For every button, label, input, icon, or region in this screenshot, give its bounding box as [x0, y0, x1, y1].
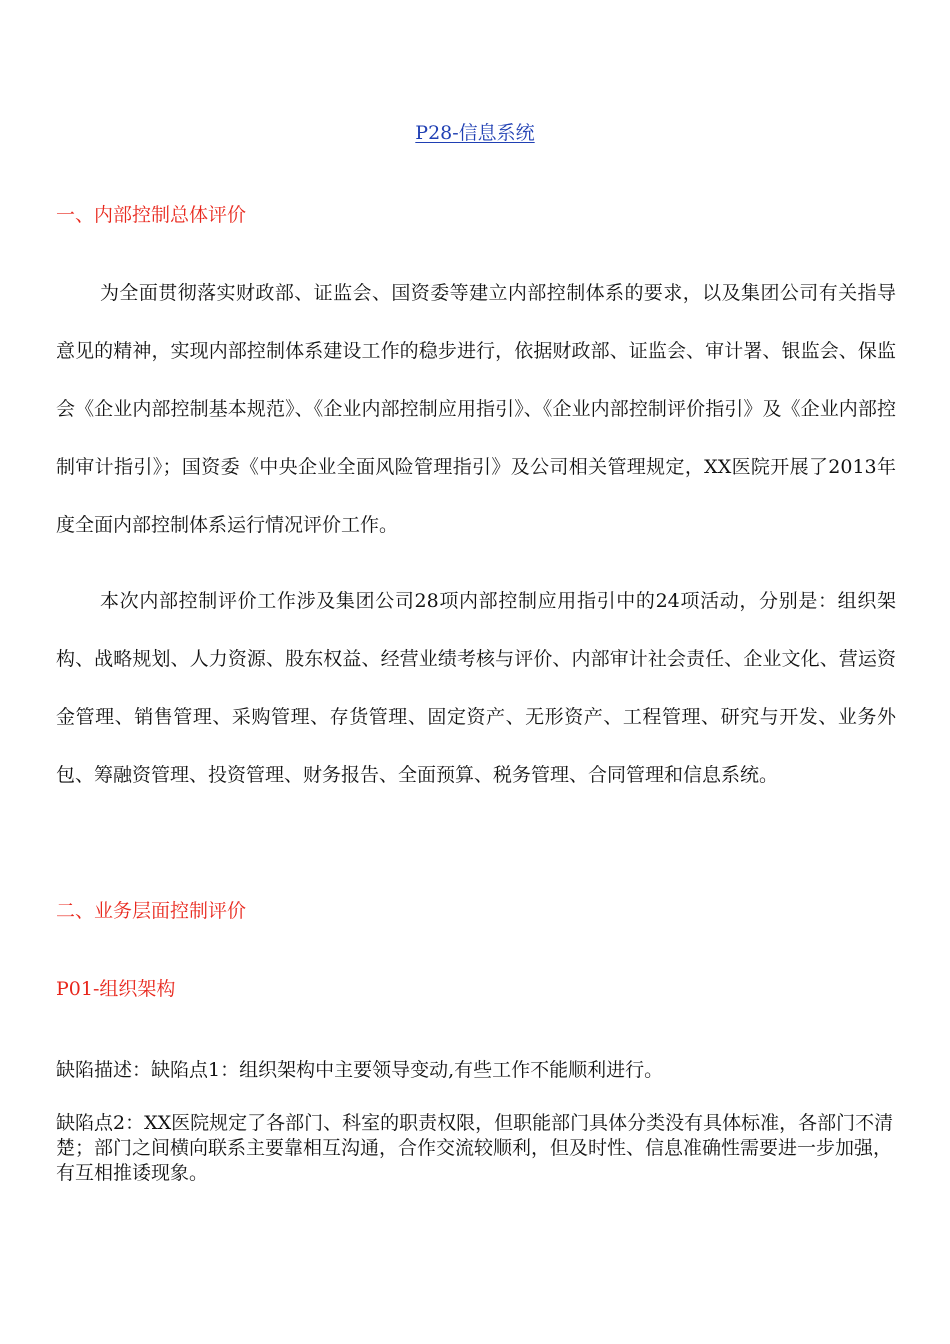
defect-description-2: 缺陷点2：XX医院规定了各部门、科室的职责权限，但职能部门具体分类没有具体标准，各部门不清楚；部门之间横向联系主要靠相互沟通，合作交流较顺利，但及时性、信息准确性需要进一步加强，有互相推诿现象。 [56, 1112, 894, 1184]
paragraph-overall-evaluation: 为全面贯彻落实财政部、证监会、国资委等建立内部控制体系的要求，以及集团公司有关指导意见的精神，实现内部控制体系建设工作的稳步进行，依据财政部、证监会、审计署、银监会、保监会《企业内部控制基本规范》、《企业内部控制应用指引》、《企业内部控制评价指引》及《企业内部控制审计指引》；国资委《中央企业全面风险管理指引》及公司相关管理规定，XX医院开展了2013年度全面内部控制体系运行情况评价工作。 [56, 282, 896, 536]
document-title-link[interactable]: P28-信息系统 [415, 122, 535, 144]
defect-description-1: 缺陷描述：缺陷点1：组织架构中主要领导变动,有些工作不能顺利进行。 [56, 1059, 664, 1081]
paragraph-evaluation-scope: 本次内部控制评价工作涉及集团公司28项内部控制应用指引中的24项活动，分别是：组织架构、战略规划、人力资源、股东权益、经营业绩考核与评价、内部审计社会责任、企业文化、营运资金管理、销售管理、采购管理、存货管理、固定资产、无形资产、工程管理、研究与开发、业务外包、筹融资管理、投资管理、财务报告、全面预算、税务管理、合同管理和信息系统。 [56, 590, 896, 786]
subheading-organization-structure: P01-组织架构 [56, 978, 176, 1000]
section-heading-overall-evaluation: 一、内部控制总体评价 [56, 204, 247, 226]
section-heading-business-control: 二、业务层面控制评价 [56, 900, 247, 922]
